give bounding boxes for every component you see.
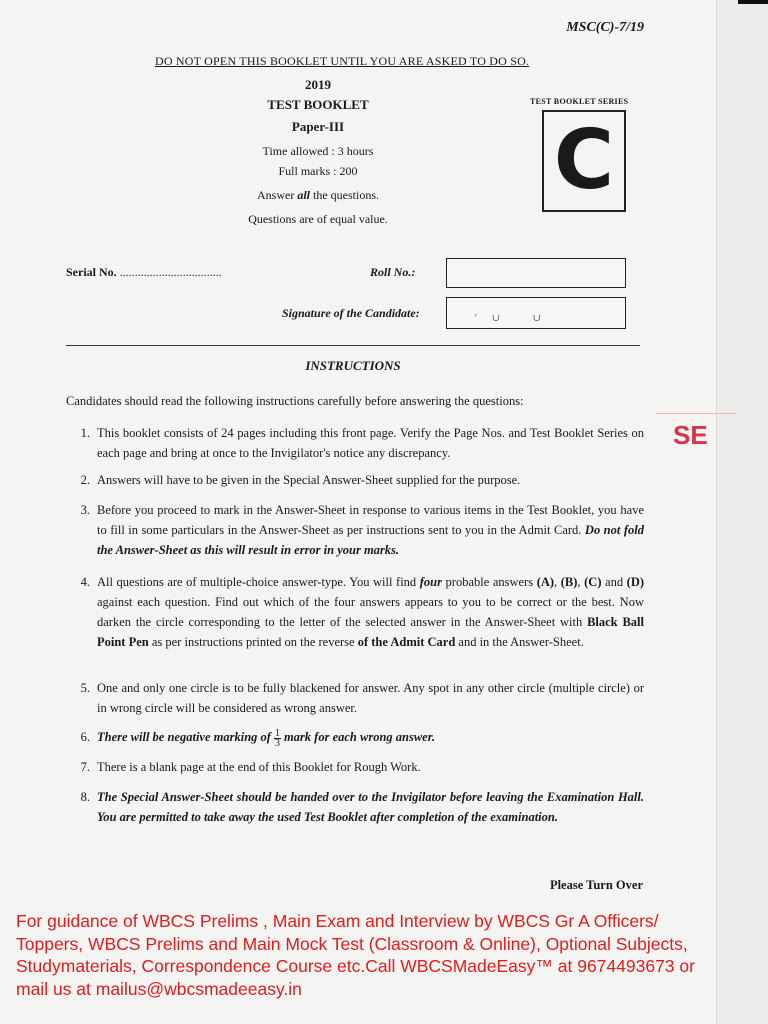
- full-marks: Full marks : 200: [278, 164, 358, 178]
- divider-rule: [66, 345, 640, 346]
- do-not-open-warning: DO NOT OPEN THIS BOOKLET UNTIL YOU ARE ASKED TO DO SO.: [155, 54, 530, 68]
- roll-number-box[interactable]: [446, 258, 626, 288]
- booklet-title: TEST BOOKLET: [267, 97, 369, 112]
- roll-number-label: Roll No.:: [370, 265, 416, 279]
- equal-value-note: Questions are of equal value.: [248, 212, 388, 226]
- paper-code: MSC(C)-7/19: [566, 20, 644, 35]
- series-label: TEST BOOKLET SERIES: [530, 97, 629, 106]
- exam-year: 2019: [305, 77, 331, 92]
- please-turn-over: Please Turn Over: [549, 878, 643, 892]
- scan-edge-strip: [716, 0, 768, 1024]
- paper-number: Paper-III: [291, 119, 345, 134]
- instructions-heading: INSTRUCTIONS: [305, 358, 401, 373]
- promo-banner: For guidance of WBCS Prelims , Main Exam and Interview by WBCS Gr A Officers/ Toppers, WBCS Prelims and Main Mock Test (Classroom & Online), Optional Subjects, Studymaterials, Correspondence Course etc.Call WBCSMadeEasy™ at 9674493673 or mail us at mailus@wbcsmadeeasy.in: [16, 911, 695, 999]
- answer-all-note: Answer all the questions.: [257, 188, 379, 202]
- side-stamp-rule: [656, 413, 736, 414]
- one-third-fraction: $\frac{1}{3}$: [274, 727, 280, 749]
- exam-booklet-page: MSC(C)-7/19 DO NOT OPEN THIS BOOKLET UNTIL YOU ARE ASKED TO DO SO. 2019 TEST BOOKLET Paper-III Time allowed : 3 hours Full marks : 200 Answer all the questions. Questions are of equal value. TEST BOOKLET SERIES C Serial No. .................................. Roll No.: Signature of the Candidate: ' ∪ ∪ INSTRUCTIONS Candidates should read the following instructions carefully before answering the questions: 1. This booklet consists of 24 pages including this front page. Verify the Page Nos. and Test Booklet Series on each page and bring at once to the Invigilator's notice any discrepancy. 2. Answers will have to be given in the Special Answer-Sheet supplied for the purpose. 3. Before you proceed to mark in the Answer-Sheet in response to various items in the Test Booklet, you have to fill in some particulars in the Answer-Sheet as per instructions sent to you in the Admit Card. Do not fold the Answer-Sheet as this will result in error in your marks. 4. All questions are of multiple-choice answer-type. You will find four probable answers (A), (B), (C) and (D) against each question. Find out which of the four answers appears to you to be correct or the best. Now darken the circle corresponding to the letter of the selected answer in the Answer-Sheet with Black Ball Point Pen as per instructions printed on the reverse of the Admit Card and in the Answer-Sheet. 5. One and only one circle is to be fully blackened for answer. Any spot in any other circle (multiple circle) or in wrong circle will be considered as wrong answer. 6. There will be negative marking of $\frac{1}{3}$ mark for each wrong answer. 7. There is a blank page at the end of this Booklet for Rough Work. 8. The Special Answer-Sheet should be handed over to the Invigilator before leaving the Examination Hall. You are permitted to take away the used Test Booklet after completion of the examination. Please Turn Over SE For guidance of WBCS Prelims , Main Exam and Interview by WBCS Gr A Officers/ Toppers, WBCS Prelims and Main Mock Test (Classroom & Online), Optional Subjects, Studymaterials, Correspondence Course etc.Call WBCSMadeEasy™ at 9674493673 or mail us at mailus@wbcsmadeeasy.in: [0, 0, 768, 1024]
- time-allowed: Time allowed : 3 hours: [262, 144, 374, 158]
- signature-scribble: ' ∪ ∪: [475, 313, 542, 324]
- scan-corner-mark: [738, 0, 768, 4]
- side-stamp-text: SE: [673, 420, 708, 450]
- instructions-lead: Candidates should read the following instructions carefully before answering the questions:: [66, 394, 524, 408]
- series-letter-box: C: [542, 110, 626, 212]
- signature-label: Signature of the Candidate:: [282, 306, 420, 320]
- serial-number-field: Serial No. ..................................: [66, 265, 222, 279]
- scan-edge-line: [716, 0, 717, 1024]
